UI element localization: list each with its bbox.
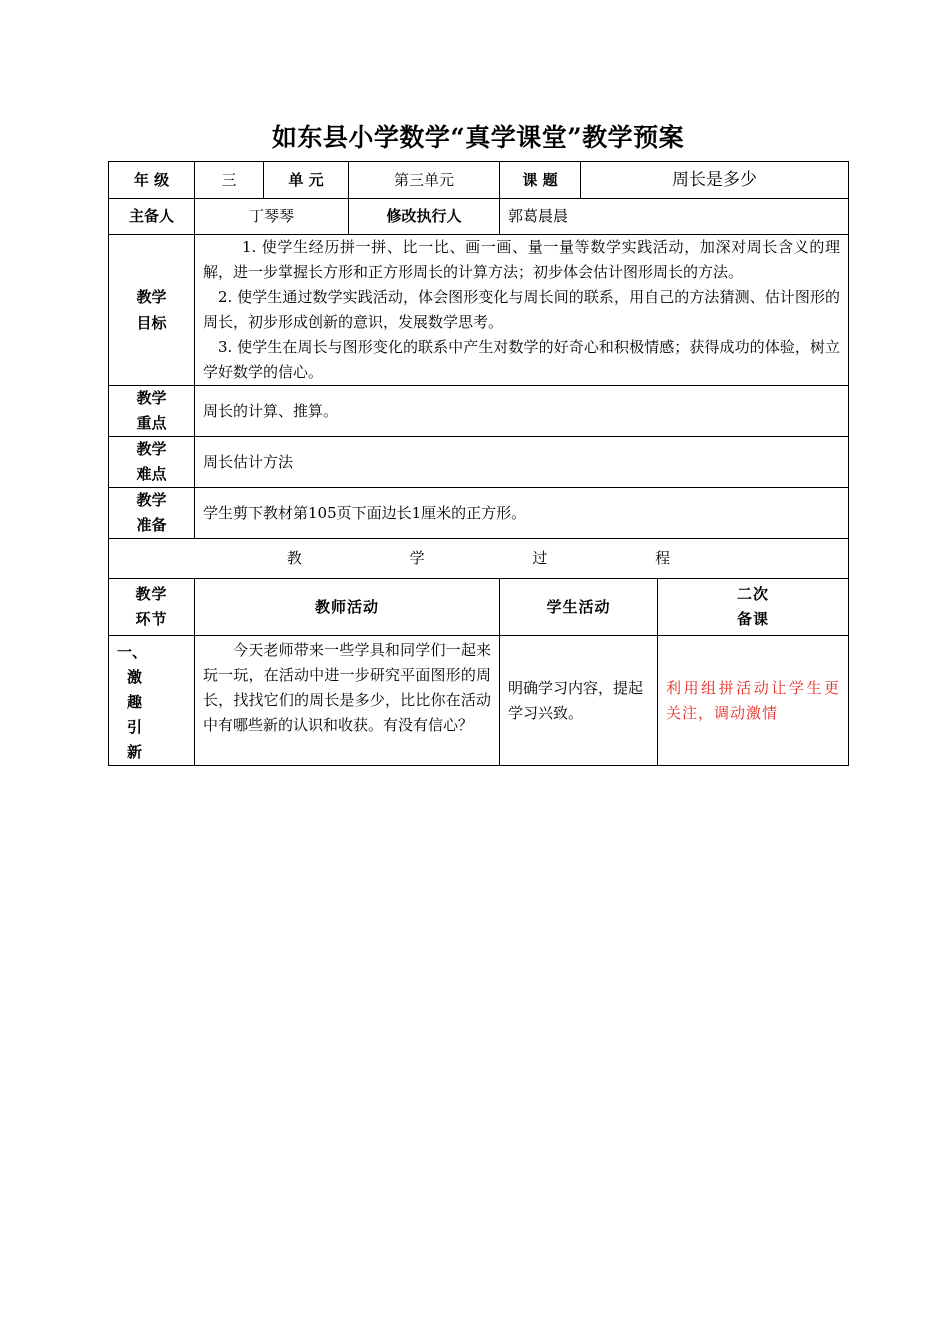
objectives-row xyxy=(109,235,849,386)
unit-value: 第三单元 xyxy=(349,162,500,199)
preparation-value: 学生剪下教材第105页下面边长1厘米的正方形。 xyxy=(195,488,849,539)
info-row-2 xyxy=(109,199,849,235)
key-points-label-line-1: 教学 xyxy=(136,389,167,407)
document-title: 如东县小学数学“真学课堂”教学预案 xyxy=(271,123,685,152)
process-header-row xyxy=(109,579,849,636)
process-title-char-1: 教 xyxy=(286,549,302,567)
editor-label: 修改执行人 xyxy=(349,199,500,235)
stage-char-2: 激 xyxy=(127,668,143,686)
difficulties-value: 周长估计方法 xyxy=(195,437,849,488)
stage-char-5: 新 xyxy=(127,743,143,761)
col-stage-header-line-1: 教学 xyxy=(135,585,168,603)
col-teacher-header: 教师活动 xyxy=(195,579,500,636)
student-activity: 明确学习内容，提起学习兴致。 xyxy=(500,636,658,766)
process-title-char-3: 过 xyxy=(532,549,548,567)
topic-value: 周长是多少 xyxy=(581,162,849,199)
key-points-row xyxy=(109,386,849,437)
stage-char-4: 引 xyxy=(127,718,143,736)
col-second-header-line-1: 二次 xyxy=(737,585,770,603)
info-row-1 xyxy=(109,162,849,199)
grade-value: 三 xyxy=(195,162,264,199)
objectives-label-line-1: 教学 xyxy=(136,288,167,306)
preparer-value: 丁琴琴 xyxy=(195,199,349,235)
process-title-row xyxy=(109,539,849,579)
grade-label: 年 级 xyxy=(109,162,195,199)
preparation-label-line-2: 准备 xyxy=(136,516,167,534)
stage-cell xyxy=(109,636,195,766)
objectives-content xyxy=(195,235,849,386)
col-stage-header-line-2: 环节 xyxy=(135,610,168,628)
col-second-header xyxy=(658,579,849,636)
preparation-row xyxy=(109,488,849,539)
objectives-label-line-2: 目标 xyxy=(136,314,167,332)
stage-char-3: 趣 xyxy=(127,693,143,711)
difficulties-row xyxy=(109,437,849,488)
process-title-char-2: 学 xyxy=(409,549,425,567)
key-points-value: 周长的计算、推算。 xyxy=(195,386,849,437)
difficulties-label-line-1: 教学 xyxy=(136,440,167,458)
unit-label: 单 元 xyxy=(264,162,349,199)
col-second-header-line-2: 备课 xyxy=(737,610,770,628)
difficulties-label xyxy=(109,437,195,488)
key-points-label xyxy=(109,386,195,437)
objective-item-3: 3. 使学生在周长与图形变化的联系中产生对数学的好奇心和积极情感；获得成功的体验，树立学好数学的信心。 xyxy=(203,338,841,381)
second-prep-note: 利用组拼活动让学生更关注，调动激情 xyxy=(658,636,849,766)
process-row xyxy=(109,636,849,766)
difficulties-label-line-2: 难点 xyxy=(136,465,167,483)
preparation-label-line-1: 教学 xyxy=(136,491,167,509)
key-points-label-line-2: 重点 xyxy=(136,414,167,432)
objectives-label xyxy=(109,235,195,386)
objective-item-2: 2. 使学生通过数学实践活动，体会图形变化与周长间的联系，用自己的方法猜测、估计图形的周长，初步形成创新的意识，发展数学思考。 xyxy=(203,288,841,331)
process-title-char-4: 程 xyxy=(655,549,671,567)
topic-label: 课 题 xyxy=(500,162,581,199)
col-stage-header xyxy=(109,579,195,636)
teacher-activity: 今天老师带来一些学具和同学们一起来玩一玩，在活动中进一步研究平面图形的周长，找找它们的周长是多少，比比你在活动中有哪些新的认识和收获。有没有信心？ xyxy=(195,636,500,766)
lesson-plan-table xyxy=(108,161,849,766)
col-student-header: 学生活动 xyxy=(500,579,658,636)
objective-item-1: 1. 使学生经历拼一拼、比一比、画一画、量一量等数学实践活动，加深对周长含义的理解，进一步掌握长方形和正方形周长的计算方法；初步体会估计图形周长的方法。 xyxy=(203,238,841,281)
preparer-label: 主备人 xyxy=(109,199,195,235)
stage-char-1: 一、 xyxy=(117,643,148,661)
process-title xyxy=(109,539,849,579)
editor-value: 郭葛晨晨 xyxy=(500,199,849,235)
preparation-label xyxy=(109,488,195,539)
